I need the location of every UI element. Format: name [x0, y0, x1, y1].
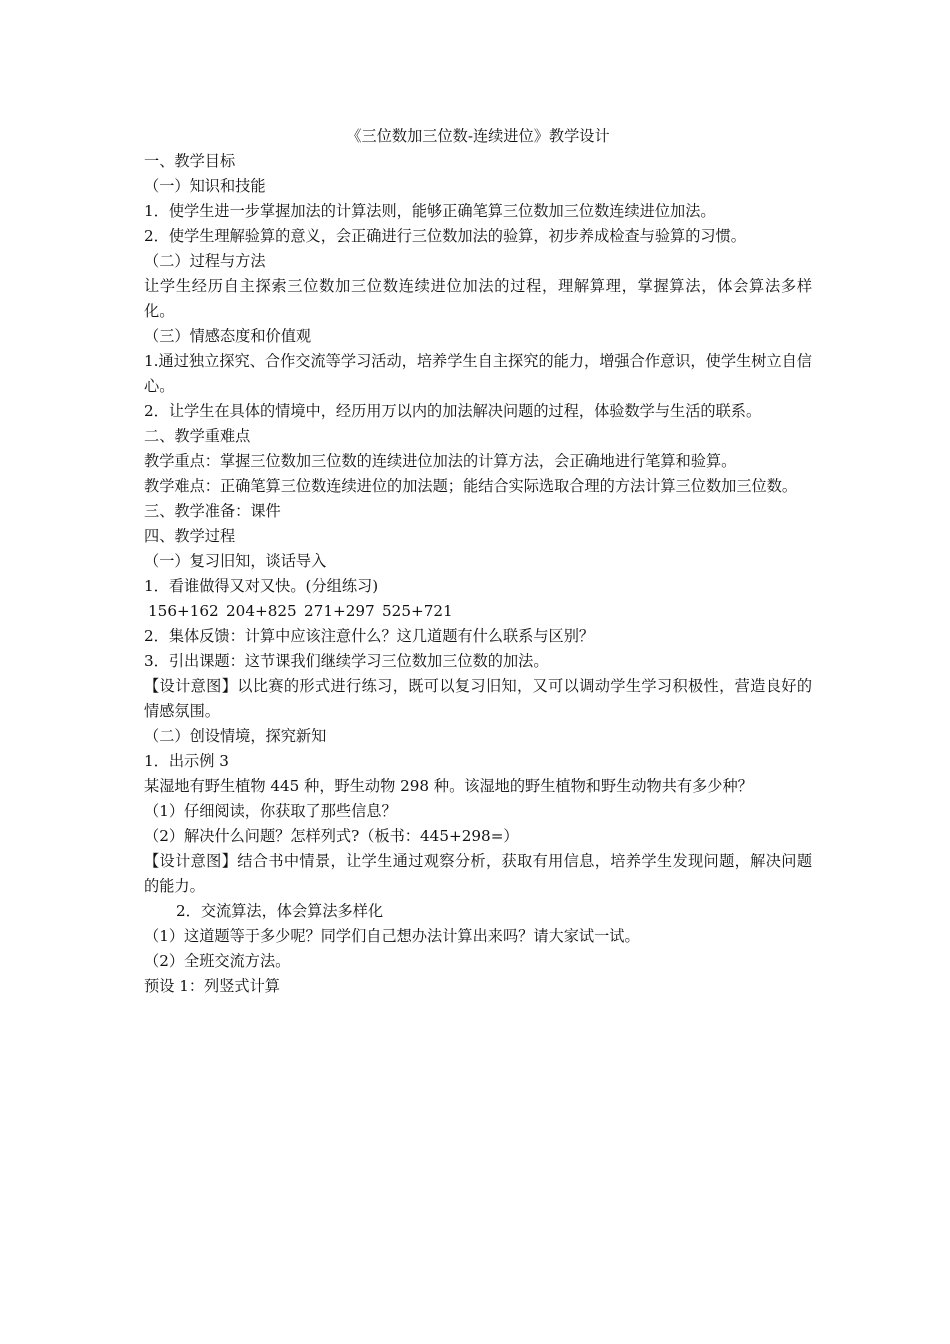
- objective-item: 1．使学生进一步掌握加法的计算法则，能够正确笔算三位数加三位数连续进位加法。: [144, 202, 716, 220]
- key-point-paragraph: 教学重点：掌握三位数加三位数的连续进位加法的计算方法，会正确地进行笔算和验算。: [144, 452, 737, 470]
- subsection-heading-process: （二）过程与方法: [144, 252, 266, 270]
- subsection-heading-attitude: （三）情感态度和价值观: [144, 327, 312, 345]
- calculation-item: 204+825: [226, 602, 297, 620]
- calculation-item: 271+297: [304, 602, 375, 620]
- calculation-item: 156+162: [148, 602, 219, 620]
- question-item: （2）解决什么问题？怎样列式?（板书：445+298=）: [144, 827, 519, 845]
- subsection-heading-explore: （二）创设情境，探究新知: [144, 727, 327, 745]
- attitude-item: 2．让学生在具体的情境中，经历用万以内的加法解决问题的过程，体验数学与生活的联系。: [144, 402, 762, 420]
- section-heading-key-points: 二、教学重难点: [144, 427, 251, 445]
- objective-item: 2．使学生理解验算的意义，会正确进行三位数加法的验算，初步养成检查与验算的习惯。: [144, 227, 746, 245]
- section-heading-preparation: 三、教学准备：课件: [144, 502, 281, 520]
- preset-item: 预设 1：列竖式计算: [144, 977, 280, 995]
- design-intent-paragraph: 【设计意图】结合书中情景，让学生通过观察分析，获取有用信息，培养学生发现问题，解决问题的能力。: [144, 852, 812, 895]
- example-heading: 1．出示例 3: [144, 752, 229, 770]
- document-title: 《三位数加三位数-连续进位》教学设计: [346, 127, 610, 145]
- review-item: 1．看谁做得又对又快。(分组练习): [144, 577, 379, 595]
- question-item: （1）仔细阅读，你获取了那些信息？: [144, 802, 397, 820]
- subsection-heading-knowledge: （一）知识和技能: [144, 177, 266, 195]
- section-heading-objectives: 一、教学目标: [144, 152, 236, 170]
- section-heading-process: 四、教学过程: [144, 527, 236, 545]
- difficulty-paragraph: 教学难点：正确笔算三位数连续进位的加法题；能结合实际选取合理的方法计算三位数加三位数。: [144, 477, 798, 495]
- attitude-item: 1.通过独立探究、合作交流等学习活动，培养学生自主探究的能力，增强合作意识，使学生树立自信心。: [144, 352, 812, 395]
- review-item: 2．集体反馈：计算中应该注意什么？这几道题有什么联系与区别？: [144, 627, 595, 645]
- process-paragraph: 让学生经历自主探索三位数加三位数连续进位加法的过程，理解算理，掌握算法，体会算法多样化。: [144, 277, 812, 320]
- document-page: [144, 124, 812, 999]
- exchange-heading: 2．交流算法，体会算法多样化: [176, 902, 384, 920]
- calculation-item: 525+721: [382, 602, 453, 620]
- design-intent-paragraph: 【设计意图】以比赛的形式进行练习，既可以复习旧知，又可以调动学生学习积极性，营造良好的情感氛围。: [144, 677, 812, 720]
- question-item: （1）这道题等于多少呢？同学们自己想办法计算出来吗？请大家试一试。: [144, 927, 640, 945]
- calculation-row: [144, 599, 812, 624]
- subsection-heading-review: （一）复习旧知，谈话导入: [144, 552, 327, 570]
- review-item: 3．引出课题：这节课我们继续学习三位数加三位数的加法。: [144, 652, 549, 670]
- question-item: （2）全班交流方法。: [144, 952, 291, 970]
- example-problem: 某湿地有野生植物 445 种，野生动物 298 种。该湿地的野生植物和野生动物共有多少种？: [144, 777, 753, 795]
